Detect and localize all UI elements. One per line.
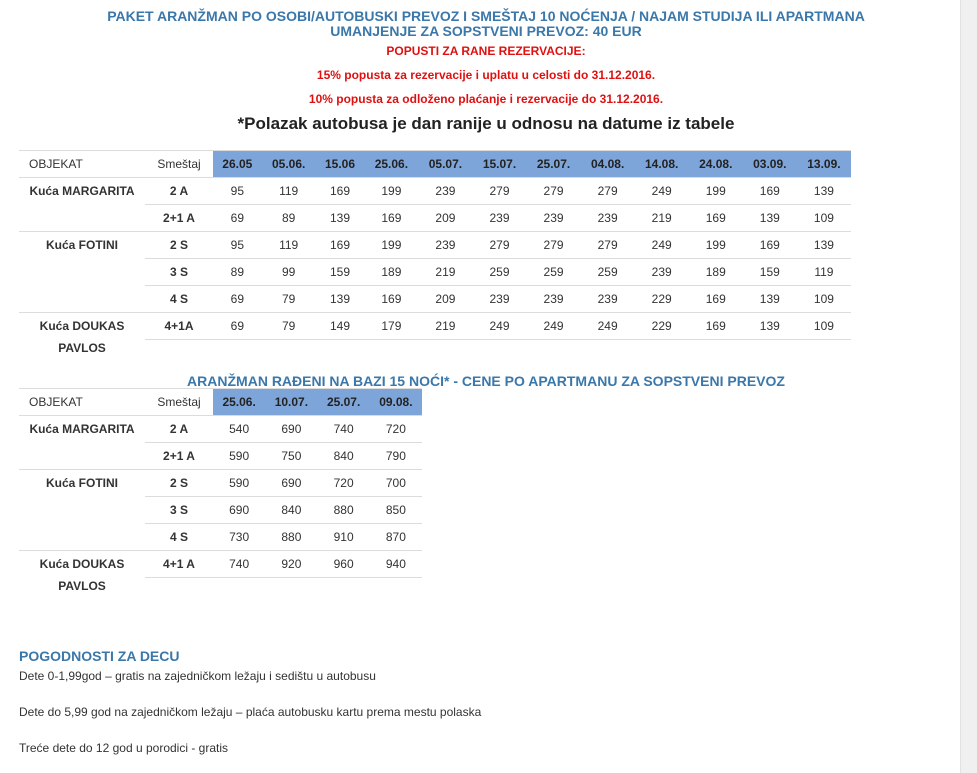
price-cell: 790 xyxy=(370,443,422,470)
page-title xyxy=(0,9,972,39)
page-title-line-1: PAKET ARANŽMAN PO OSOBI/AUTOBUSKI PREVOZ I SMEŠTAJ 10 NOĆENJA / NAJAM STUDIJA ILI APARTMANA xyxy=(107,8,865,24)
column-header-smestaj: Smeštaj xyxy=(145,389,213,416)
column-header-objekat: OBJEKAT xyxy=(19,389,145,416)
price-cell: 239 xyxy=(635,259,689,286)
price-cell: 159 xyxy=(316,259,365,286)
price-cell: 139 xyxy=(797,178,851,205)
price-cell: 139 xyxy=(743,205,797,232)
price-cell: 209 xyxy=(418,286,472,313)
price-cell: 840 xyxy=(265,497,317,524)
table-row xyxy=(19,313,851,340)
price-cell: 700 xyxy=(370,470,422,497)
property-name: Kuća DOUKAS PAVLOS xyxy=(39,557,125,593)
price-cell: 259 xyxy=(581,259,635,286)
price-cell: 89 xyxy=(262,205,316,232)
accommodation-type: 2 S xyxy=(145,470,213,497)
price-cell: 139 xyxy=(316,286,365,313)
price-cell: 239 xyxy=(581,286,635,313)
column-header-date: 13.09. xyxy=(797,151,851,178)
column-header-date: 10.07. xyxy=(265,389,317,416)
price-cell: 720 xyxy=(370,416,422,443)
price-cell: 279 xyxy=(472,232,526,259)
spacer-cell xyxy=(145,578,422,599)
price-cell: 279 xyxy=(527,232,581,259)
price-cell: 219 xyxy=(635,205,689,232)
price-cell: 139 xyxy=(743,313,797,340)
price-cell: 279 xyxy=(527,178,581,205)
self-transport-price-table xyxy=(19,388,422,598)
table-row xyxy=(19,232,851,259)
price-cell: 960 xyxy=(318,551,370,578)
price-cell: 940 xyxy=(370,551,422,578)
column-header-date: 26.05 xyxy=(213,151,262,178)
price-cell: 279 xyxy=(581,178,635,205)
price-cell: 119 xyxy=(797,259,851,286)
property-name: Kuća FOTINI xyxy=(19,470,145,551)
price-cell: 209 xyxy=(418,205,472,232)
column-header-date: 25.07. xyxy=(318,389,370,416)
price-cell: 239 xyxy=(418,178,472,205)
spacer-cell xyxy=(145,340,851,361)
price-cell: 590 xyxy=(213,443,265,470)
price-cell: 259 xyxy=(527,259,581,286)
column-header-date: 25.06. xyxy=(213,389,265,416)
price-cell: 219 xyxy=(418,313,472,340)
price-cell: 119 xyxy=(262,178,316,205)
column-header-date: 04.08. xyxy=(581,151,635,178)
accommodation-type: 2 S xyxy=(145,232,213,259)
price-cell: 99 xyxy=(262,259,316,286)
price-cell: 259 xyxy=(472,259,526,286)
price-cell: 169 xyxy=(689,286,743,313)
table-header-row xyxy=(19,389,422,416)
price-cell: 229 xyxy=(635,286,689,313)
property-name: Kuća MARGARITA xyxy=(19,416,145,470)
price-cell: 69 xyxy=(213,286,262,313)
table-row xyxy=(19,551,422,578)
price-cell: 740 xyxy=(213,551,265,578)
property-name: Kuća MARGARITA xyxy=(19,178,145,232)
price-cell: 249 xyxy=(581,313,635,340)
bus-departure-note: *Polazak autobusa je dan ranije u odnosu na datume iz tabele xyxy=(237,114,735,133)
price-cell: 109 xyxy=(797,313,851,340)
accommodation-type: 4 S xyxy=(145,286,213,313)
price-cell: 159 xyxy=(743,259,797,286)
accommodation-type: 2 A xyxy=(145,178,213,205)
price-cell: 239 xyxy=(581,205,635,232)
price-cell: 139 xyxy=(743,286,797,313)
price-cell: 169 xyxy=(364,286,418,313)
price-cell: 870 xyxy=(370,524,422,551)
price-cell: 79 xyxy=(262,286,316,313)
price-cell: 139 xyxy=(797,232,851,259)
column-header-date: 09.08. xyxy=(370,389,422,416)
price-cell: 69 xyxy=(213,205,262,232)
price-cell: 119 xyxy=(262,232,316,259)
price-cell: 139 xyxy=(316,205,365,232)
early-booking-discount-10: 10% popusta za odloženo plaćanje i rezervacije do 31.12.2016. xyxy=(308,92,664,106)
column-header-date: 25.06. xyxy=(364,151,418,178)
column-header-date: 24.08. xyxy=(689,151,743,178)
price-cell: 840 xyxy=(318,443,370,470)
property-name: Kuća DOUKAS PAVLOS xyxy=(39,319,125,355)
vertical-scrollbar[interactable] xyxy=(960,0,977,773)
price-cell: 880 xyxy=(318,497,370,524)
price-cell: 95 xyxy=(213,232,262,259)
price-cell: 109 xyxy=(797,205,851,232)
price-cell: 169 xyxy=(364,205,418,232)
price-cell: 910 xyxy=(318,524,370,551)
price-cell: 169 xyxy=(316,178,365,205)
price-cell: 149 xyxy=(316,313,365,340)
price-cell: 239 xyxy=(472,205,526,232)
accommodation-type: 3 S xyxy=(145,497,213,524)
price-cell: 69 xyxy=(213,313,262,340)
column-header-date: 03.09. xyxy=(743,151,797,178)
price-cell: 540 xyxy=(213,416,265,443)
accommodation-type: 3 S xyxy=(145,259,213,286)
price-cell: 189 xyxy=(689,259,743,286)
price-cell: 249 xyxy=(472,313,526,340)
column-header-objekat: OBJEKAT xyxy=(19,151,145,178)
price-cell: 730 xyxy=(213,524,265,551)
column-header-date: 15.06 xyxy=(316,151,365,178)
price-cell: 690 xyxy=(265,470,317,497)
price-cell: 169 xyxy=(743,178,797,205)
package-price-table xyxy=(19,150,851,360)
price-cell: 239 xyxy=(527,286,581,313)
table-row xyxy=(19,178,851,205)
price-cell: 239 xyxy=(472,286,526,313)
early-booking-title: POPUSTI ZA RANE REZERVACIJE: xyxy=(386,44,586,58)
price-cell: 740 xyxy=(318,416,370,443)
price-cell: 229 xyxy=(635,313,689,340)
price-cell: 199 xyxy=(364,178,418,205)
price-cell: 169 xyxy=(316,232,365,259)
price-cell: 79 xyxy=(262,313,316,340)
price-cell: 199 xyxy=(364,232,418,259)
price-cell: 169 xyxy=(743,232,797,259)
column-header-date: 25.07. xyxy=(527,151,581,178)
price-cell: 169 xyxy=(689,313,743,340)
price-cell: 219 xyxy=(418,259,472,286)
kids-benefit-infant: Dete 0-1,99god – gratis na zajedničkom ležaju i sedištu u autobusu xyxy=(19,669,376,683)
price-cell: 169 xyxy=(689,205,743,232)
kids-benefit-third-child: Treće dete do 12 god u porodici - gratis xyxy=(19,741,229,755)
column-header-date: 15.07. xyxy=(472,151,526,178)
price-cell: 199 xyxy=(689,178,743,205)
table-header-row xyxy=(19,151,851,178)
price-cell: 279 xyxy=(581,232,635,259)
price-cell: 880 xyxy=(265,524,317,551)
price-cell: 279 xyxy=(472,178,526,205)
accommodation-type: 2 A xyxy=(145,416,213,443)
price-cell: 239 xyxy=(418,232,472,259)
price-cell: 109 xyxy=(797,286,851,313)
price-cell: 199 xyxy=(689,232,743,259)
price-cell: 189 xyxy=(364,259,418,286)
price-cell: 690 xyxy=(265,416,317,443)
table-row xyxy=(19,416,422,443)
price-cell: 179 xyxy=(364,313,418,340)
column-header-date: 14.08. xyxy=(635,151,689,178)
price-cell: 690 xyxy=(213,497,265,524)
price-cell: 590 xyxy=(213,470,265,497)
price-cell: 720 xyxy=(318,470,370,497)
price-cell: 750 xyxy=(265,443,317,470)
accommodation-type: 2+1 A xyxy=(145,205,213,232)
accommodation-type: 2+1 A xyxy=(145,443,213,470)
price-cell: 920 xyxy=(265,551,317,578)
table-row xyxy=(19,470,422,497)
price-cell: 89 xyxy=(213,259,262,286)
accommodation-type: 4 S xyxy=(145,524,213,551)
price-cell: 249 xyxy=(635,178,689,205)
kids-benefit-under-six: Dete do 5,99 god na zajedničkom ležaju – plaća autobusku kartu prema mestu polaska xyxy=(19,705,482,719)
kids-benefits-title: POGODNOSTI ZA DECU xyxy=(19,648,180,664)
price-cell: 249 xyxy=(635,232,689,259)
self-transport-section-title: ARANŽMAN RAĐENI NA BAZI 15 NOĆI* - CENE PO APARTMANU ZA SOPSTVENI PREVOZ xyxy=(187,373,785,389)
price-cell: 850 xyxy=(370,497,422,524)
column-header-smestaj: Smeštaj xyxy=(145,151,213,178)
price-cell: 239 xyxy=(527,205,581,232)
column-header-date: 05.07. xyxy=(418,151,472,178)
property-name: Kuća FOTINI xyxy=(19,232,145,313)
column-header-date: 05.06. xyxy=(262,151,316,178)
early-booking-discount-15: 15% popusta za rezervacije i uplatu u celosti do 31.12.2016. xyxy=(316,68,656,82)
page-title-line-2: UMANJENJE ZA SOPSTVENI PREVOZ: 40 EUR xyxy=(330,23,642,39)
accommodation-type: 4+1A xyxy=(145,313,213,340)
price-cell: 249 xyxy=(527,313,581,340)
accommodation-type: 4+1 A xyxy=(145,551,213,578)
price-cell: 95 xyxy=(213,178,262,205)
